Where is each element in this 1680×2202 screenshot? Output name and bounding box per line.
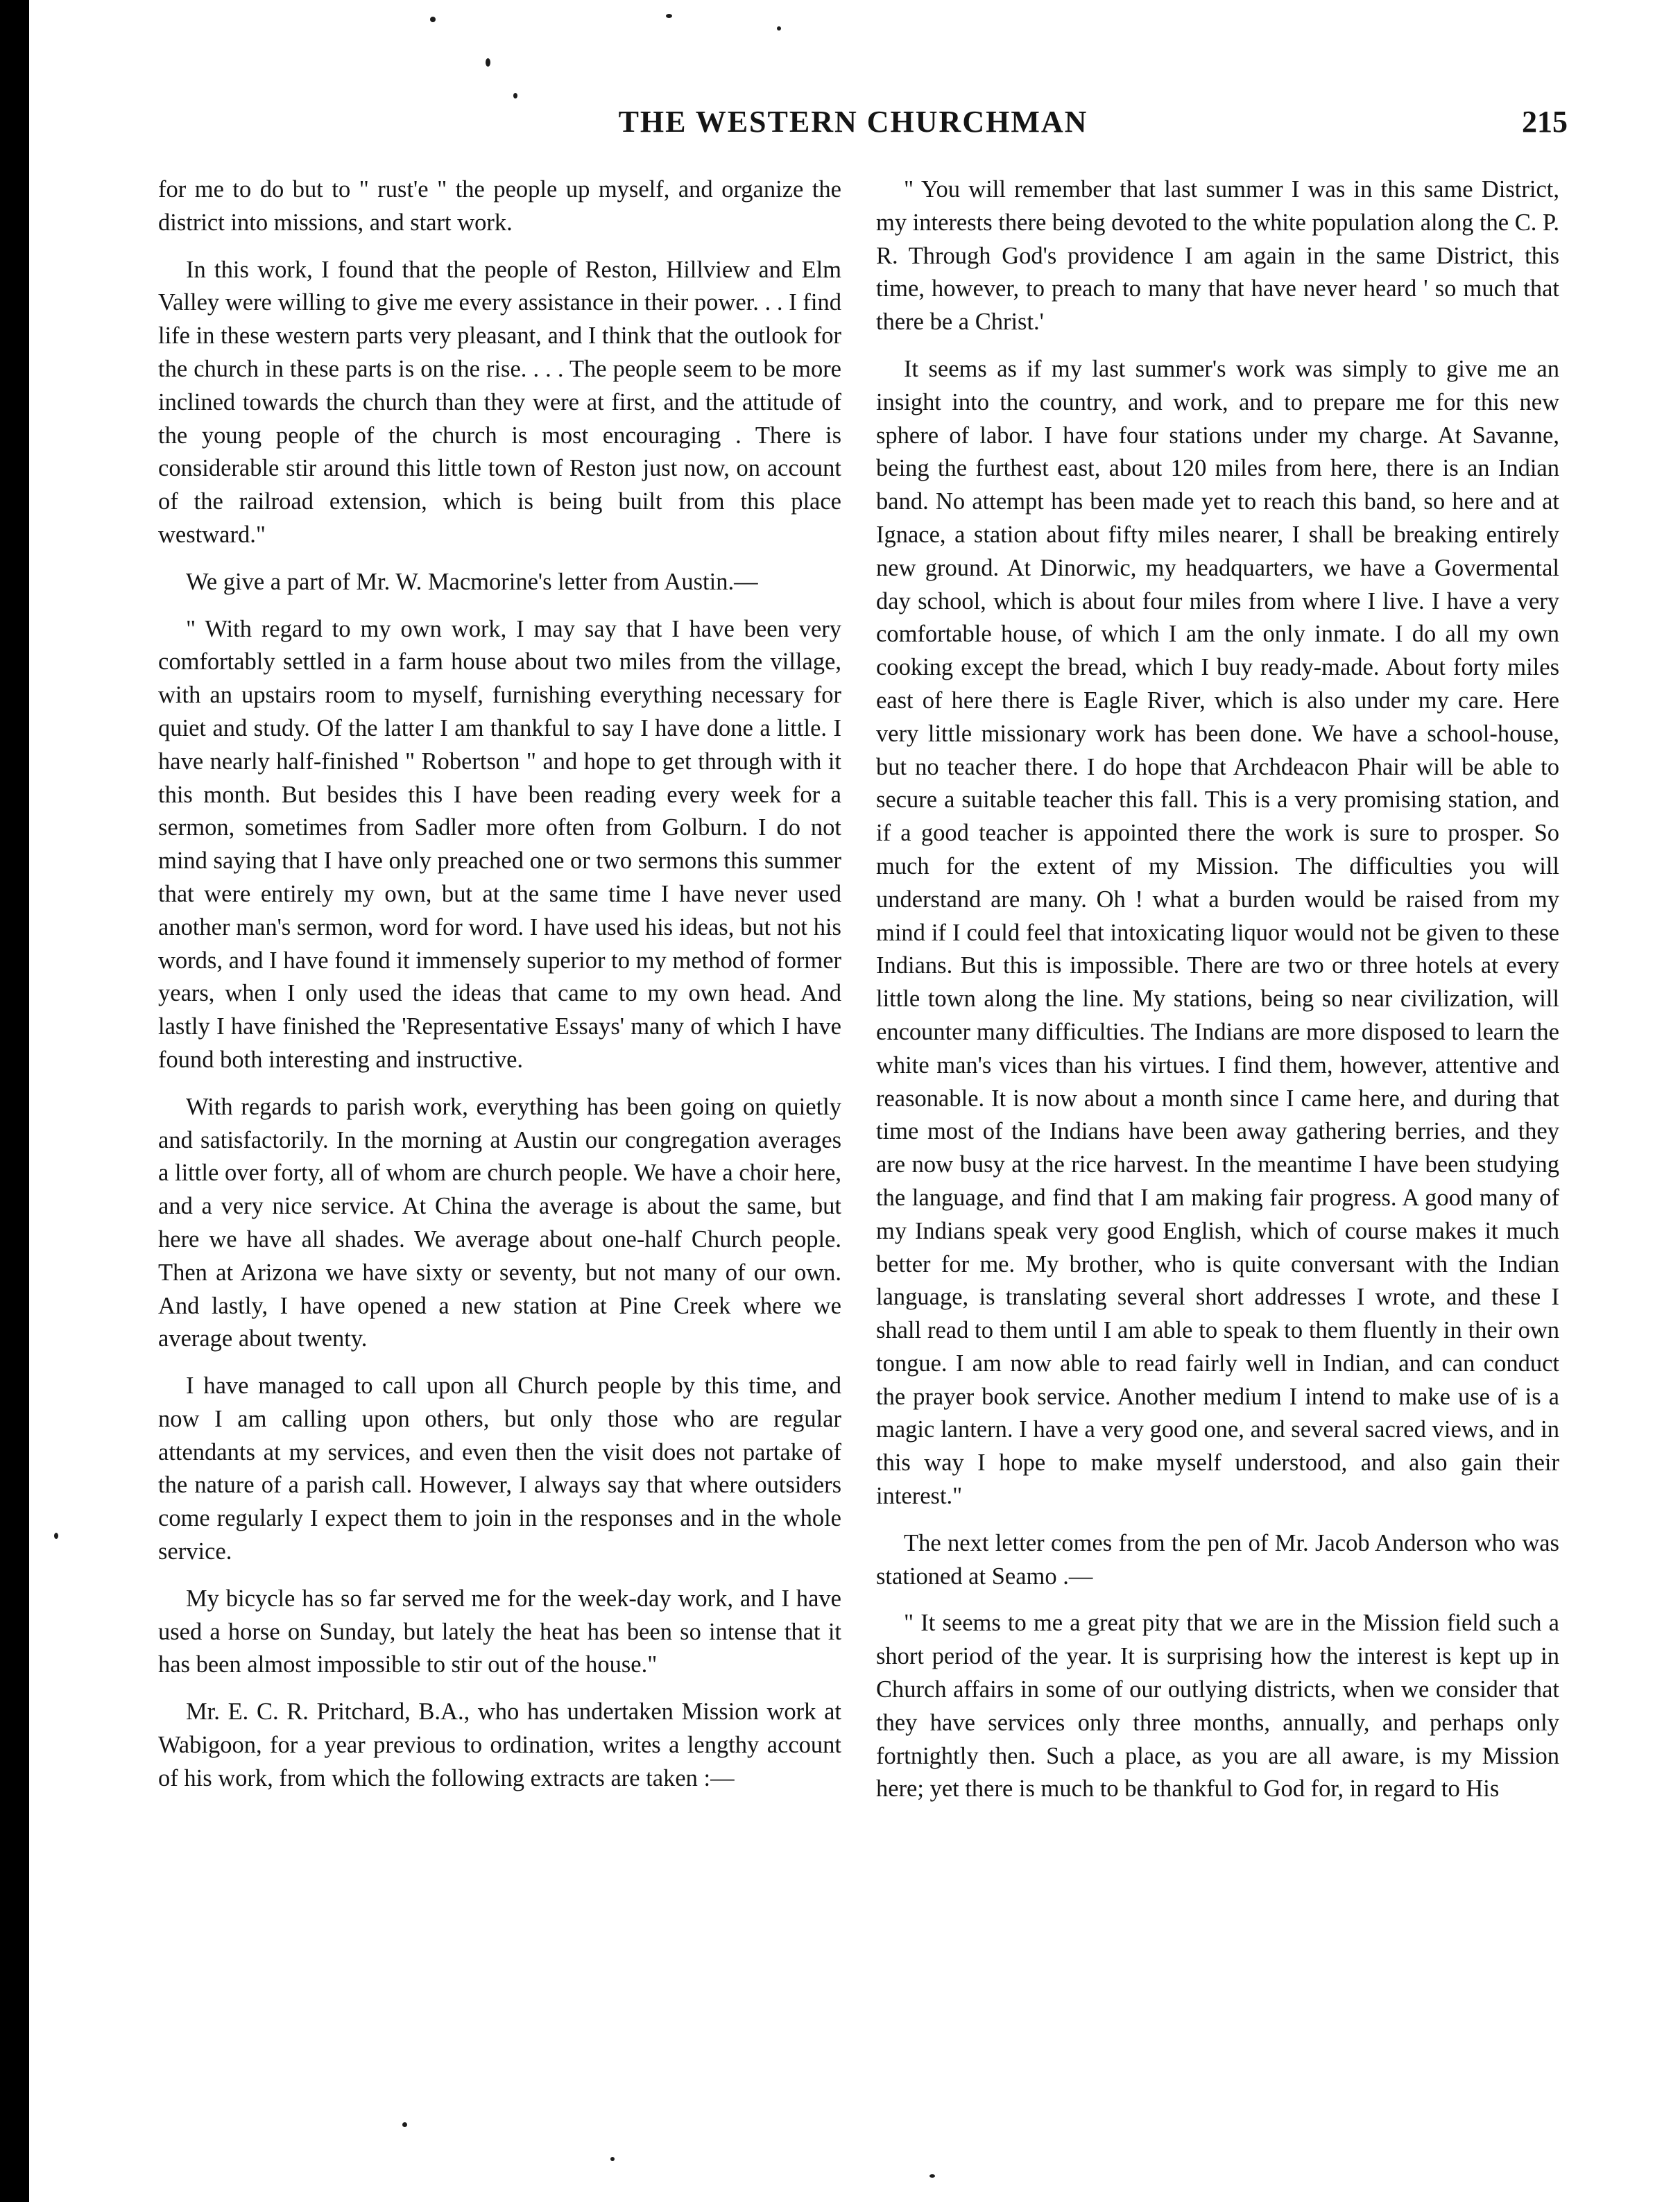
paragraph: " It seems to me a great pity that we are in the Mission field such a short period of the year. It is surprising how the interest is kept up in Church affairs in some of our outlying districts, when we consider that they have services only three months, annually, and perhaps only fortnightly then. Such a place, as you are all aware, is my Mission here; yet there is much to be thankful to God for, in regard to His [876, 1610, 1559, 1803]
paragraph: " You will remember that last summer I was in this same District, my interests there being devoted to the white population along the C. P. R. Through God's providence I am again in the same District, this time, however, to preach to many that have never heard ' so much that there be a Christ.' [876, 176, 1559, 336]
paragraph: We give a part of Mr. W. Macmorine's letter from Austin.— [186, 568, 758, 595]
paragraph: I have managed to call upon all Church people by this time, and now I am calling upon others, but only those who are regular attendants at my services, and even then the visit does not partake of the nature of a parish call. However, I always say that where outsiders come regularly I expect them to join in the responses and in the whole service. [158, 1373, 841, 1565]
scan-speck [430, 17, 436, 22]
paragraph: My bicycle has so far served me for the week-day work, and I have used a horse on Sunday, but lately the heat has been so intense that it has been almost impossible to stir out of the house." [158, 1585, 841, 1678]
paragraph: In this work, I found that the people of Reston, Hillview and Elm Valley were willing to give me every assistance in their power. . . I find life in these western parts very pleasant, and I think that the outlook for the church in these parts is on the rise. . . . The people seem to be more inclined towards the church than they were at first, and the attitude of the young people of the church is most encouraging . There is considerable stir around this little town of Reston just now, on account of the railroad extension, which is being built from this place westward." [158, 256, 841, 548]
paragraph: It seems as if my last summer's work was simply to give me an insight into the country, and work, and to prepare me for this new sphere of labor. I have four stations under my charge. At Savanne, being the furthest east, about 120 miles from here, there is an Indian band. No attempt has been made yet to reach this band, so here and at Ignace, a station about fifty miles nearer, I shall be breaking entirely new ground. At Dinorwic, my headquarters, we have a Govermental day school, which is about four miles from where I live. I have a very comfortable house, of which I am the only inmate. I do all my own cooking except the bread, which I buy ready-made. About forty miles east of here there is Eagle River, which is also under my care. Here very little missionary work has been done. We have a school-house, but no teacher there. I do hope that Archdeacon Phair will be able to secure a suitable teacher this fall. This is a very promising station, and if a good teacher is appointed there the work is sure to prosper. So much for the extent of my Mission. The difficulties you will understand are many. Oh ! what a burden would be raised from my mind if I could feel that intoxicating liquor would not be given to these Indians. But this is impossible. There are two or three hotels at every little town along the line. My stations, being so near civilization, will encounter many difficulties. The Indians are more disposed to learn the white man's vices than his virtues. I find them, however, attentive and reasonable. It is now about a month since I came here, and during that time most of the Indians have been away gathering berries, and they are now busy at the rice harvest. In the meantime I have been studying the language, and find that I am making fair progress. A good many of my Indians speak very good English, which of course makes it much better for me. My brother, who is quite conversant with the Indian language, is translating several short addresses I wrote, and these I shall read to them until I am able to speak to them fluently in their own tongue. I am now able to read fairly well in Indian, and can conduct the prayer book service. Another medium I intend to make use of is a magic lantern. I have a very good one, and several sacred views, and in this way I hope to make myself understood, and also gain their interest." [876, 355, 1559, 1510]
scan-speck [777, 26, 781, 31]
right-column [876, 173, 1559, 1820]
paragraph: Mr. E. C. R. Pritchard, B.A., who has undertaken Mission work at Wabigoon, for a year previous to ordination, writes a lengthy account of his work, from which the following extracts are taken :— [158, 1698, 841, 1791]
scan-speck [610, 2157, 615, 2161]
page-header [139, 104, 1568, 153]
paragraph: for me to do but to " rust'e " the people up myself, and organize the district into missions, and start work. [158, 176, 841, 236]
scan-speck [513, 93, 517, 98]
scan-speck [929, 2174, 935, 2178]
scan-speck [402, 2122, 407, 2127]
paragraph: The next letter comes from the pen of Mr. Jacob Anderson who was stationed at Seamo .— [876, 1529, 1559, 1590]
left-column [158, 173, 841, 1809]
scan-speck [486, 58, 490, 67]
paragraph: With regards to parish work, everything has been going on quietly and satisfactorily. In the morning at Austin our congregation averages a little over forty, all of whom are church people. We have a choir here, and a very nice service. At China the average is about the same, but here we have all shades. We average about one-half Church people. Then at Arizona we have sixty or seventy, but not many of our own. And lastly, I have opened a new station at Pine Creek where we average about twenty. [158, 1093, 841, 1352]
scan-speck [666, 14, 672, 18]
scan-edge-shadow [0, 0, 29, 2202]
scan-speck [54, 1533, 58, 1539]
paragraph: " With regard to my own work, I may say that I have been very comfortably settled in a farm house about two miles from the village, with an upstairs room to myself, furnishing everything necessary for quiet and study. Of the latter I am thankful to say I have done a little. I have nearly half-finished " Robertson " and hope to get through with it this month. But besides this I have been reading every week for a sermon, sometimes from Sadler more often from Golburn. I do not mind saying that I have only preached one or two sermons this summer that were entirely my own, but at the same time I have never used another man's sermon, word for word. I have used his ideas, but not his words, and I have found it immensely superior to my method of former years, when I only used the ideas that came to my own head. And lastly I have finished the 'Representative Essays' many of which I have found both interesting and instructive. [158, 615, 841, 1073]
page-number: 215 [1522, 105, 1568, 139]
running-title: THE WESTERN CHURCHMAN [618, 105, 1088, 139]
